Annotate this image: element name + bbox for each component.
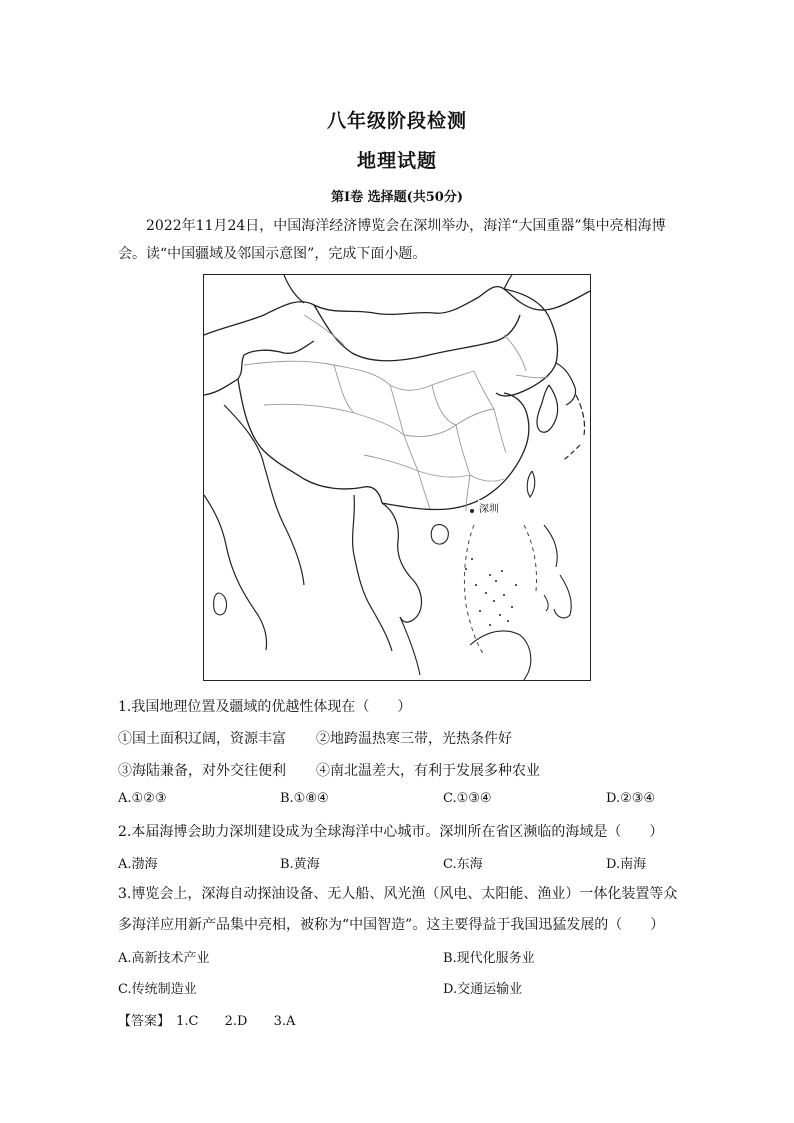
q1-statement-4: ④南北温差大，有利于发展多种农业 [316, 763, 540, 779]
question-3-stem-line-2: 多海洋应用新产品集中亮相，被称为“中国智造”。这主要得益于我国迅猛发展的（ ） [118, 917, 665, 933]
section-heading: 第Ⅰ卷 选择题(共50分) [331, 190, 463, 205]
q1-option-b: B.①⑧④ [280, 791, 329, 806]
q1-option-a: A.①②③ [118, 791, 167, 806]
q3-option-b: B.现代化服务业 [443, 951, 535, 966]
intro-paragraph: 2022年11月24日，中国海洋经济博览会在深圳举办，海洋“大国重器”集中亮相海博会。读“中国疆域及邻国示意图”，完成下面小题。 [118, 218, 666, 262]
q3-option-d: D.交通运输业 [443, 982, 523, 997]
q2-option-b: B.黄海 [280, 857, 320, 872]
q1-option-c: C.①③④ [443, 791, 492, 806]
answer-item: 1.C [176, 1014, 199, 1029]
question-1-stem: 1.我国地理位置及疆域的优越性体现在（ ） [118, 699, 412, 715]
q2-option-c: C.东海 [443, 857, 483, 872]
q2-option-a: A.渤海 [118, 857, 158, 872]
exam-subject: 地理试题 [356, 150, 437, 172]
q3-option-c: C.传统制造业 [118, 982, 197, 997]
q1-option-d: D.②③④ [606, 791, 656, 806]
q3-option-a: A.高新技术产业 [118, 951, 210, 966]
q1-statement-2: ②地跨温热寒三带，光热条件好 [316, 731, 512, 747]
answer-item: 3.A [273, 1014, 296, 1029]
map-drawing [204, 275, 590, 680]
answer-label: 【答案】 [118, 1014, 171, 1029]
shenzhen-label: 深圳 [478, 500, 500, 515]
answer-key [118, 1010, 317, 1029]
q1-statement-1: ①国土面积辽阔，资源丰富 [118, 731, 286, 747]
answer-item: 2.D [224, 1014, 248, 1029]
q2-option-d: D.南海 [606, 857, 647, 872]
china-territory-map [203, 274, 591, 681]
exam-title: 八年级阶段检测 [326, 110, 467, 132]
question-3-stem-line-1: 3.博览会上，深海自动探油设备、无人船、风光渔（风电、太阳能、渔业）一体化装置等众 [118, 886, 678, 902]
q1-statement-3: ③海陆兼备，对外交往便利 [118, 763, 286, 779]
question-2-stem: 2.本届海博会助力深圳建设成为全球海洋中心城市。深圳所在省区濒临的海域是（ ） [118, 824, 664, 840]
